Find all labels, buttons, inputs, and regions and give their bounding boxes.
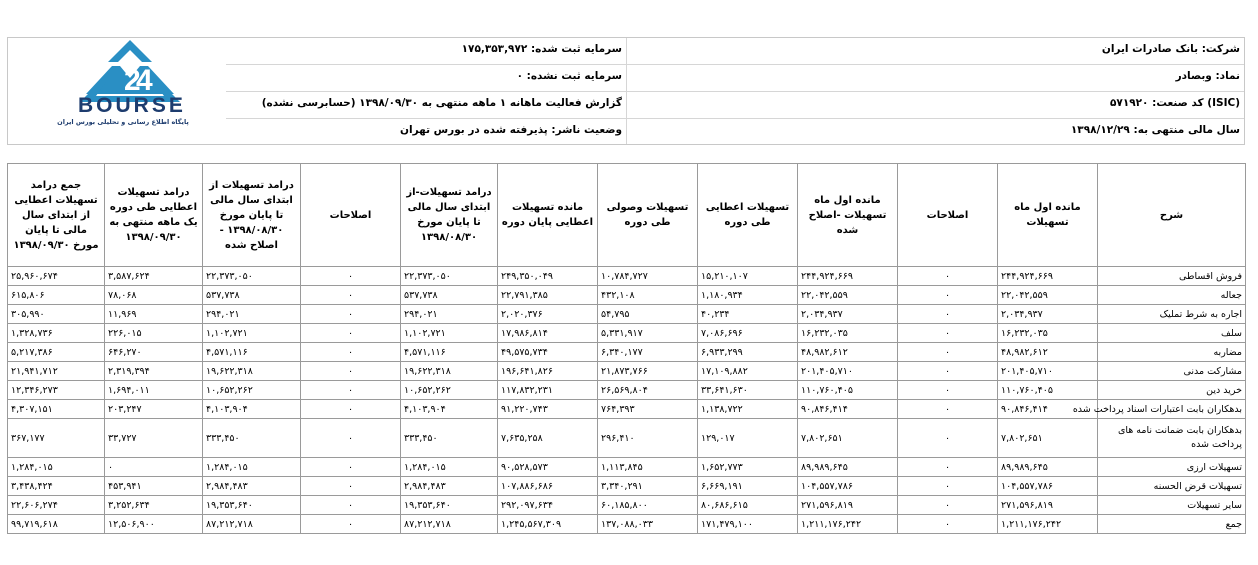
- column-header: درامد تسهیلات اعطایی طی دوره یک ماهه منتهی به ۱۳۹۸/۰۹/۳۰: [105, 164, 203, 267]
- row-description: جعاله: [1098, 286, 1246, 305]
- table-cell: ۲,۰۲۰,۳۷۶: [498, 305, 598, 324]
- table-cell: ۰: [898, 286, 998, 305]
- table-cell: ۲,۰۳۴,۹۳۷: [998, 305, 1098, 324]
- table-cell: ۲۱,۹۴۱,۷۱۲: [8, 362, 105, 381]
- table-row: [8, 400, 1246, 419]
- table-cell: ۳۶۷,۱۷۷: [8, 419, 105, 458]
- table-cell: ۰: [898, 381, 998, 400]
- table-row: [8, 419, 1246, 458]
- table-cell: ۰: [301, 477, 401, 496]
- table-cell: ۰: [105, 458, 203, 477]
- table-cell: ۸۷,۲۱۲,۷۱۸: [401, 515, 498, 534]
- row-description: تسهیلات ارزی: [1098, 458, 1246, 477]
- table-cell: ۴,۳۰۷,۱۵۱: [8, 400, 105, 419]
- fiscal-row: [1071, 124, 1240, 136]
- table-cell: ۰: [898, 496, 998, 515]
- table-cell: ۰: [301, 381, 401, 400]
- bourse-logo: [8, 38, 226, 144]
- table-cell: ۰: [301, 305, 401, 324]
- report-header: [7, 37, 1245, 145]
- table-row: [8, 477, 1246, 496]
- isic-value: ۵۷۱۹۲۰: [1110, 97, 1149, 109]
- table-cell: ۲,۹۸۴,۴۸۳: [401, 477, 498, 496]
- table-cell: ۵,۳۳۱,۹۱۷: [598, 324, 698, 343]
- table-cell: ۱۹,۳۵۳,۶۴۰: [401, 496, 498, 515]
- table-row: [8, 496, 1246, 515]
- bourse-logo-icon: [8, 38, 226, 144]
- table-cell: ۳,۳۴۰,۲۹۱: [598, 477, 698, 496]
- table-cell: ۰: [898, 477, 998, 496]
- table-cell: ۹۱,۲۲۰,۷۴۳: [498, 400, 598, 419]
- table-cell: ۳۳۳,۴۵۰: [401, 419, 498, 458]
- table-cell: ۵۳۷,۷۳۸: [401, 286, 498, 305]
- table-cell: ۴۳۲,۱۰۸: [598, 286, 698, 305]
- table-cell: ۱۹,۶۲۲,۳۱۸: [401, 362, 498, 381]
- company-row: [1102, 43, 1240, 55]
- table-cell: ۲۴۹,۳۵۰,۰۴۹: [498, 267, 598, 286]
- row-description: بدهکاران بابت ضمانت نامه های پرداخت شده: [1098, 419, 1246, 458]
- header-row-line: [226, 64, 1244, 65]
- table-cell: ۱,۲۱۱,۱۷۶,۲۴۲: [998, 515, 1098, 534]
- row-description: تسهیلات قرض الحسنه: [1098, 477, 1246, 496]
- fiscal-value: ۱۳۹۸/۱۲/۲۹: [1070, 124, 1130, 136]
- table-cell: ۲۰۱,۴۰۵,۷۱۰: [798, 362, 898, 381]
- table-cell: ۶,۳۴۰,۱۷۷: [598, 343, 698, 362]
- table-cell: ۰: [301, 458, 401, 477]
- table-row: [8, 362, 1246, 381]
- table-cell: ۰: [898, 458, 998, 477]
- table-cell: ۲۶,۵۶۹,۸۰۴: [598, 381, 698, 400]
- table-cell: ۱۲,۳۴۶,۲۷۳: [8, 381, 105, 400]
- column-header: مانده اول ماه تسهیلات: [998, 164, 1098, 267]
- table-cell: ۰: [898, 267, 998, 286]
- row-description: مشارکت مدنی: [1098, 362, 1246, 381]
- table-cell: ۸۷,۲۱۲,۷۱۸: [203, 515, 301, 534]
- table-cell: ۴۸,۹۸۲,۶۱۲: [998, 343, 1098, 362]
- report-title: گزارش فعالیت ماهانه ۱ ماهه منتهی به ۱۳۹۸/۰۹/۳۰ (حسابرسی نشده): [261, 97, 622, 109]
- table-cell: ۴۸,۹۸۲,۶۱۲: [798, 343, 898, 362]
- table-cell: ۰: [898, 419, 998, 458]
- table-cell: ۰: [898, 362, 998, 381]
- table-cell: ۲۷۱,۵۹۶,۸۱۹: [798, 496, 898, 515]
- column-header: درامد تسهیلات از ابتدای سال مالی تا پایان مورخ ۱۳۹۸/۰۸/۳۰ - اصلاح شده: [203, 164, 301, 267]
- row-description: سلف: [1098, 324, 1246, 343]
- row-description: بدهکاران بابت اعتبارات اسناد پرداخت شده: [1098, 400, 1246, 419]
- table-cell: ۱,۱۰۲,۷۲۱: [401, 324, 498, 343]
- header-row-line: [226, 118, 1244, 119]
- table-row: [8, 267, 1246, 286]
- row-description: اجاره به شرط تملیک: [1098, 305, 1246, 324]
- status-label: وضعیت ناشر:: [551, 124, 622, 136]
- table-cell: ۱۰۴,۵۵۷,۷۸۶: [998, 477, 1098, 496]
- table-cell: ۷۶۴,۳۹۳: [598, 400, 698, 419]
- table-cell: ۴,۱۰۳,۹۰۴: [401, 400, 498, 419]
- table-cell: ۱۰,۶۵۲,۲۶۲: [401, 381, 498, 400]
- table-cell: ۲,۰۳۴,۹۳۷: [798, 305, 898, 324]
- table-cell: ۲۲,۰۴۲,۵۵۹: [998, 286, 1098, 305]
- table-cell: ۱۶,۲۳۲,۰۳۵: [798, 324, 898, 343]
- isic-label: (ISIC) کد صنعت:: [1152, 97, 1240, 109]
- table-cell: ۱,۲۸۴,۰۱۵: [8, 458, 105, 477]
- table-cell: ۶۰,۱۸۵,۸۰۰: [598, 496, 698, 515]
- table-row: [8, 286, 1246, 305]
- table-cell: ۰: [898, 400, 998, 419]
- registered-capital-value: ۱۷۵,۳۵۳,۹۷۲: [461, 43, 528, 55]
- table-cell: ۲۹۲,۰۹۷,۶۳۴: [498, 496, 598, 515]
- table-cell: ۹۰,۸۴۶,۴۱۴: [998, 400, 1098, 419]
- table-cell: ۱,۱۰۲,۷۲۱: [203, 324, 301, 343]
- table-cell: ۳,۲۵۲,۶۳۴: [105, 496, 203, 515]
- table-cell: ۷,۸۰۲,۶۵۱: [998, 419, 1098, 458]
- unregistered-capital-row: [517, 70, 622, 82]
- table-cell: ۹۰,۸۴۶,۴۱۴: [798, 400, 898, 419]
- column-header: جمع درامد تسهیلات اعطایی از ابتدای سال مالی تا پایان مورخ ۱۳۹۸/۰۹/۳۰: [8, 164, 105, 267]
- table-cell: ۰: [301, 496, 401, 515]
- svg-text:4: 4: [136, 64, 153, 97]
- table-cell: ۴۵۳,۹۴۱: [105, 477, 203, 496]
- table-cell: ۱۰۷,۸۸۶,۶۸۶: [498, 477, 598, 496]
- registered-capital-label: سرمایه ثبت شده:: [530, 43, 622, 55]
- column-header: مانده تسهیلات اعطایی پایان دوره: [498, 164, 598, 267]
- table-cell: ۲۴۴,۹۲۴,۶۶۹: [798, 267, 898, 286]
- table-cell: ۳,۵۸۷,۶۲۴: [105, 267, 203, 286]
- table-cell: ۵۴,۷۹۵: [598, 305, 698, 324]
- table-header-row: [8, 164, 1246, 267]
- table-cell: ۴۰,۲۳۴: [698, 305, 798, 324]
- table-cell: ۱,۶۵۲,۷۷۳: [698, 458, 798, 477]
- table-cell: ۲۲۶,۰۱۵: [105, 324, 203, 343]
- column-header: تسهیلات اعطایی طی دوره: [698, 164, 798, 267]
- total-row: [8, 515, 1246, 534]
- table-cell: ۲۹۶,۴۱۰: [598, 419, 698, 458]
- table-cell: ۳۳,۶۴۱,۶۳۰: [698, 381, 798, 400]
- table-cell: ۱,۲۸۴,۰۱۵: [203, 458, 301, 477]
- table-cell: ۲۱,۸۷۳,۷۶۶: [598, 362, 698, 381]
- registered-capital-row: [462, 43, 622, 55]
- table-row: [8, 381, 1246, 400]
- logo-caption: پایگاه اطلاع رسانی و تحلیلی بورس ایران: [57, 118, 189, 126]
- table-cell: ۱۰,۷۸۴,۷۲۷: [598, 267, 698, 286]
- table-cell: ۲۷۱,۵۹۶,۸۱۹: [998, 496, 1098, 515]
- table-cell: ۶۴۶,۲۷۰: [105, 343, 203, 362]
- isic-row: [1110, 97, 1240, 109]
- table-cell: ۱,۲۱۱,۱۷۶,۲۴۲: [798, 515, 898, 534]
- table-cell: ۸۹,۹۸۹,۶۴۵: [798, 458, 898, 477]
- column-header: درامد تسهیلات-از ابتدای سال مالی تا پایان مورخ ۱۳۹۸/۰۸/۳۰: [401, 164, 498, 267]
- row-description: خرید دین: [1098, 381, 1246, 400]
- table-cell: ۳۳,۷۲۷: [105, 419, 203, 458]
- table-cell: ۲۲,۶۰۶,۲۷۴: [8, 496, 105, 515]
- status-row: [400, 124, 622, 136]
- table-cell: ۰: [898, 305, 998, 324]
- table-cell: ۴,۵۷۱,۱۱۶: [401, 343, 498, 362]
- column-header: مانده اول ماه تسهیلات -اصلاح شده: [798, 164, 898, 267]
- table-cell: ۲۲,۳۷۳,۰۵۰: [203, 267, 301, 286]
- table-cell: ۵۳۷,۷۳۸: [203, 286, 301, 305]
- company-label: شرکت:: [1201, 43, 1240, 55]
- table-cell: ۰: [301, 362, 401, 381]
- table-cell: ۰: [301, 267, 401, 286]
- table-cell: ۲۴۴,۹۲۴,۶۶۹: [998, 267, 1098, 286]
- table-cell: ۱۷۱,۴۷۹,۱۰۰: [698, 515, 798, 534]
- table-cell: ۱۲,۵۰۶,۹۰۰: [105, 515, 203, 534]
- table-cell: ۰: [898, 343, 998, 362]
- table-cell: ۲,۹۸۴,۴۸۳: [203, 477, 301, 496]
- table-cell: ۰: [898, 515, 998, 534]
- row-description: جمع: [1098, 515, 1246, 534]
- table-cell: ۱۱۷,۸۳۲,۲۳۱: [498, 381, 598, 400]
- table-cell: ۱۵,۲۱۰,۱۰۷: [698, 267, 798, 286]
- table-row: [8, 324, 1246, 343]
- table-cell: ۷,۶۳۵,۲۵۸: [498, 419, 598, 458]
- table-cell: ۱۱۰,۷۶۰,۴۰۵: [798, 381, 898, 400]
- table-cell: ۲۰۱,۴۰۵,۷۱۰: [998, 362, 1098, 381]
- table-cell: ۱,۶۹۴,۰۱۱: [105, 381, 203, 400]
- table-cell: ۵,۲۱۷,۳۸۶: [8, 343, 105, 362]
- table-cell: ۲۲,۳۷۳,۰۵۰: [401, 267, 498, 286]
- table-cell: ۱۱,۹۶۹: [105, 305, 203, 324]
- table-cell: ۱۰۴,۵۵۷,۷۸۶: [798, 477, 898, 496]
- logo-word: BOURSE: [78, 94, 186, 117]
- symbol-label: نماد:: [1215, 70, 1240, 82]
- table-cell: ۱۹,۳۵۳,۶۴۰: [203, 496, 301, 515]
- company-value: بانک صادرات ایران: [1101, 43, 1199, 55]
- table-cell: ۱۷,۱۰۹,۸۸۲: [698, 362, 798, 381]
- table-cell: ۲۲,۰۴۲,۵۵۹: [798, 286, 898, 305]
- table-cell: ۴,۱۰۳,۹۰۴: [203, 400, 301, 419]
- table-cell: ۱۹,۶۲۲,۳۱۸: [203, 362, 301, 381]
- table-cell: ۲۰۳,۲۴۷: [105, 400, 203, 419]
- table-cell: ۰: [301, 286, 401, 305]
- table-cell: ۳۰۵,۹۹۰: [8, 305, 105, 324]
- table-cell: ۱۱۰,۷۶۰,۴۰۵: [998, 381, 1098, 400]
- table-cell: ۷,۰۸۶,۶۹۶: [698, 324, 798, 343]
- table-cell: ۱۹۶,۶۴۱,۸۲۶: [498, 362, 598, 381]
- facilities-table: [7, 163, 1246, 534]
- table-cell: ۱,۳۲۸,۷۳۶: [8, 324, 105, 343]
- symbol-row: [1176, 70, 1240, 82]
- table-body: [8, 267, 1246, 534]
- table-cell: ۶۱۵,۸۰۶: [8, 286, 105, 305]
- fiscal-label: سال مالی منتهی به:: [1133, 124, 1240, 136]
- table-cell: ۳,۴۳۸,۴۲۴: [8, 477, 105, 496]
- table-cell: ۸۰,۶۸۶,۶۱۵: [698, 496, 798, 515]
- table-cell: ۰: [301, 343, 401, 362]
- column-header: تسهیلات وصولی طی دوره: [598, 164, 698, 267]
- table-cell: ۱,۱۳۸,۷۲۲: [698, 400, 798, 419]
- column-header: اصلاحات: [301, 164, 401, 267]
- header-row-line: [226, 91, 1244, 92]
- symbol-value: وبصادر: [1175, 70, 1212, 82]
- table-cell: ۶,۹۳۳,۲۹۹: [698, 343, 798, 362]
- table-cell: ۸۹,۹۸۹,۶۴۵: [998, 458, 1098, 477]
- table-cell: ۲۹۴,۰۲۱: [401, 305, 498, 324]
- table-cell: ۹۰,۵۲۸,۵۷۳: [498, 458, 598, 477]
- table-cell: ۰: [898, 324, 998, 343]
- table-row: [8, 305, 1246, 324]
- table-cell: ۰: [301, 515, 401, 534]
- table-row: [8, 343, 1246, 362]
- table-cell: ۱,۱۸۰,۹۳۴: [698, 286, 798, 305]
- table-cell: ۷۸,۰۶۸: [105, 286, 203, 305]
- table-cell: ۲,۳۱۹,۳۹۴: [105, 362, 203, 381]
- table-cell: ۱,۲۴۵,۵۶۷,۳۰۹: [498, 515, 598, 534]
- table-cell: ۱۷,۹۸۶,۸۱۴: [498, 324, 598, 343]
- table-cell: ۰: [301, 419, 401, 458]
- table-cell: ۳۳۳,۴۵۰: [203, 419, 301, 458]
- table-cell: ۲۲,۷۹۱,۳۸۵: [498, 286, 598, 305]
- table-cell: ۱,۱۱۳,۸۴۵: [598, 458, 698, 477]
- unregistered-capital-label: سرمایه ثبت نشده:: [526, 70, 622, 82]
- table-cell: ۶,۶۶۹,۱۹۱: [698, 477, 798, 496]
- table-cell: ۴۹,۵۷۵,۷۳۴: [498, 343, 598, 362]
- table-cell: ۰: [301, 400, 401, 419]
- status-value: پذیرفته شده در بورس تهران: [400, 124, 548, 136]
- table-cell: ۱,۲۸۴,۰۱۵: [401, 458, 498, 477]
- row-description: سایر تسهیلات: [1098, 496, 1246, 515]
- table-cell: ۷,۸۰۲,۶۵۱: [798, 419, 898, 458]
- table-cell: ۲۵,۹۶۰,۶۷۴: [8, 267, 105, 286]
- table-cell: ۱۲۹,۰۱۷: [698, 419, 798, 458]
- table-cell: ۱۶,۲۳۲,۰۳۵: [998, 324, 1098, 343]
- table-cell: ۱۰,۶۵۲,۲۶۲: [203, 381, 301, 400]
- table-cell: ۴,۵۷۱,۱۱۶: [203, 343, 301, 362]
- table-row: [8, 458, 1246, 477]
- unregistered-capital-value: ۰: [516, 70, 523, 82]
- table-cell: ۹۹,۷۱۹,۶۱۸: [8, 515, 105, 534]
- table-cell: ۲۹۴,۰۲۱: [203, 305, 301, 324]
- row-description: مضاربه: [1098, 343, 1246, 362]
- column-header: اصلاحات: [898, 164, 998, 267]
- table-cell: ۰: [301, 324, 401, 343]
- row-description: فروش اقساطی: [1098, 267, 1246, 286]
- table-cell: ۱۳۷,۰۸۸,۰۳۳: [598, 515, 698, 534]
- column-header: شرح: [1098, 164, 1246, 267]
- svg-text:2: 2: [124, 64, 141, 97]
